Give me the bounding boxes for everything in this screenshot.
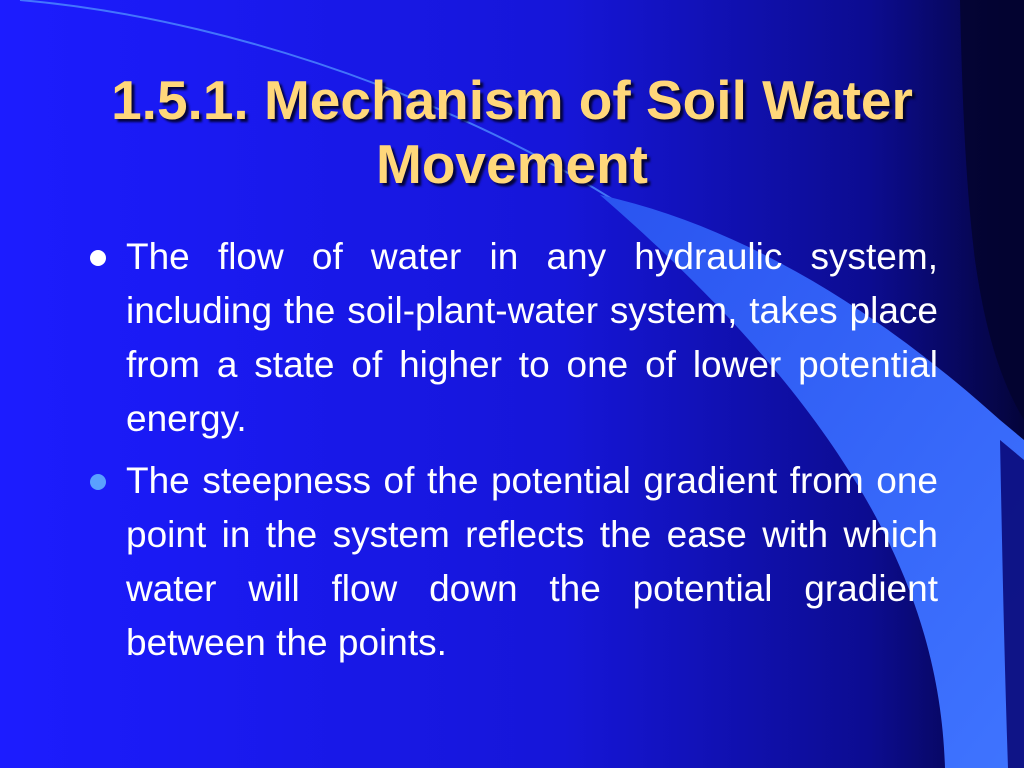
bullet-list — [88, 230, 938, 678]
bullet-marker-icon — [90, 474, 106, 490]
bullet-text-1: The flow of water in any hydraulic system, including the soil-plant-water system, takes place from a state of higher to one of lower potential energy. — [126, 236, 938, 439]
bullet-marker-icon — [90, 250, 106, 266]
bullet-text-2: The steepness of the potential gradient from one point in the system reflects the ease with which water will flow down the potential gradient between the points. — [126, 460, 938, 663]
bullet-item-2 — [88, 454, 938, 670]
slide-title: 1.5.1. Mechanism of Soil Water Movement — [111, 69, 913, 195]
bullet-item-1 — [88, 230, 938, 446]
